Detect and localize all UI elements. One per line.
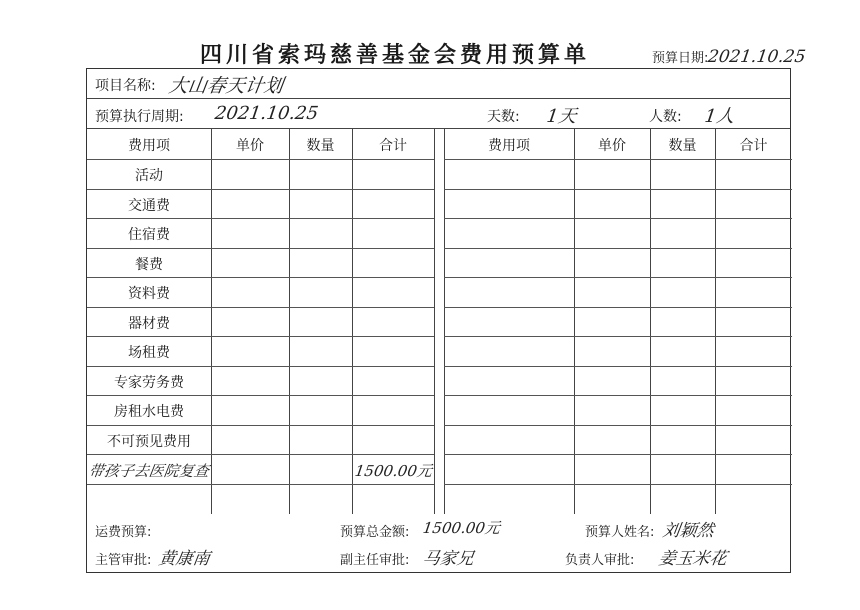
col-header-item-right: 费用项 [488, 138, 530, 154]
project-name-value: 大山春天计划 [167, 75, 285, 97]
form-title: 四川省索玛慈善基金会费用预算单 [200, 43, 591, 68]
people-label: 人数: [649, 109, 682, 125]
expense-item: 房租水电费 [114, 404, 184, 420]
period-label: 预算执行周期: [95, 109, 184, 125]
expense-item: 不可预见费用 [107, 434, 191, 450]
col-header-total-right: 合计 [739, 138, 768, 154]
expense-item: 资料费 [128, 286, 170, 302]
budget-date [652, 47, 806, 67]
expense-item: 活动 [135, 168, 163, 184]
days-label: 天数: [487, 109, 520, 125]
extra-expense-total: 1500.00元 [353, 462, 434, 480]
freight-budget-label: 运费预算: [95, 525, 152, 540]
period-row [87, 99, 790, 129]
project-name-label: 项目名称: [95, 78, 156, 94]
total-amount-label: 预算总金额: [340, 525, 410, 540]
head-approval-label: 负责人审批: [565, 553, 635, 568]
expense-table [87, 129, 790, 514]
extra-expense-item: 带孩子去医院复查 [87, 462, 211, 480]
deputy-signature: 马家兄 [421, 549, 476, 569]
days-value: 1天 [545, 106, 578, 127]
total-amount-value: 1500.00元 [421, 519, 502, 537]
budgeter-name-label: 预算人姓名: [585, 525, 655, 540]
col-header-unit-price: 单价 [236, 138, 264, 154]
supervisor-signature: 黄康南 [157, 549, 212, 569]
head-signature: 姜玉米花 [657, 549, 729, 569]
project-name-row [87, 69, 790, 99]
budget-date-value: 2021.10.25 [706, 47, 808, 67]
col-header-item: 费用项 [128, 138, 170, 154]
col-header-quantity-right: 数量 [668, 138, 697, 154]
col-header-unit-price-right: 单价 [598, 138, 626, 154]
deputy-approval-label: 副主任审批: [340, 553, 410, 568]
expense-item: 器材费 [128, 316, 170, 332]
expense-item: 交通费 [128, 198, 170, 214]
approval-footer [87, 514, 790, 574]
budget-form [86, 68, 791, 573]
budgeter-signature: 刘颖然 [661, 521, 716, 541]
supervisor-approval-label: 主管审批: [95, 553, 152, 568]
expense-item: 住宿费 [128, 227, 170, 243]
expense-item: 餐费 [135, 257, 163, 273]
people-value: 1人 [703, 106, 736, 127]
budget-date-label: 预算日期: [652, 51, 709, 66]
expense-item: 专家劳务费 [114, 375, 184, 391]
col-header-total: 合计 [379, 138, 407, 154]
expense-item: 场租费 [128, 345, 170, 361]
period-value: 2021.10.25 [213, 103, 320, 124]
col-header-quantity: 数量 [306, 138, 335, 154]
